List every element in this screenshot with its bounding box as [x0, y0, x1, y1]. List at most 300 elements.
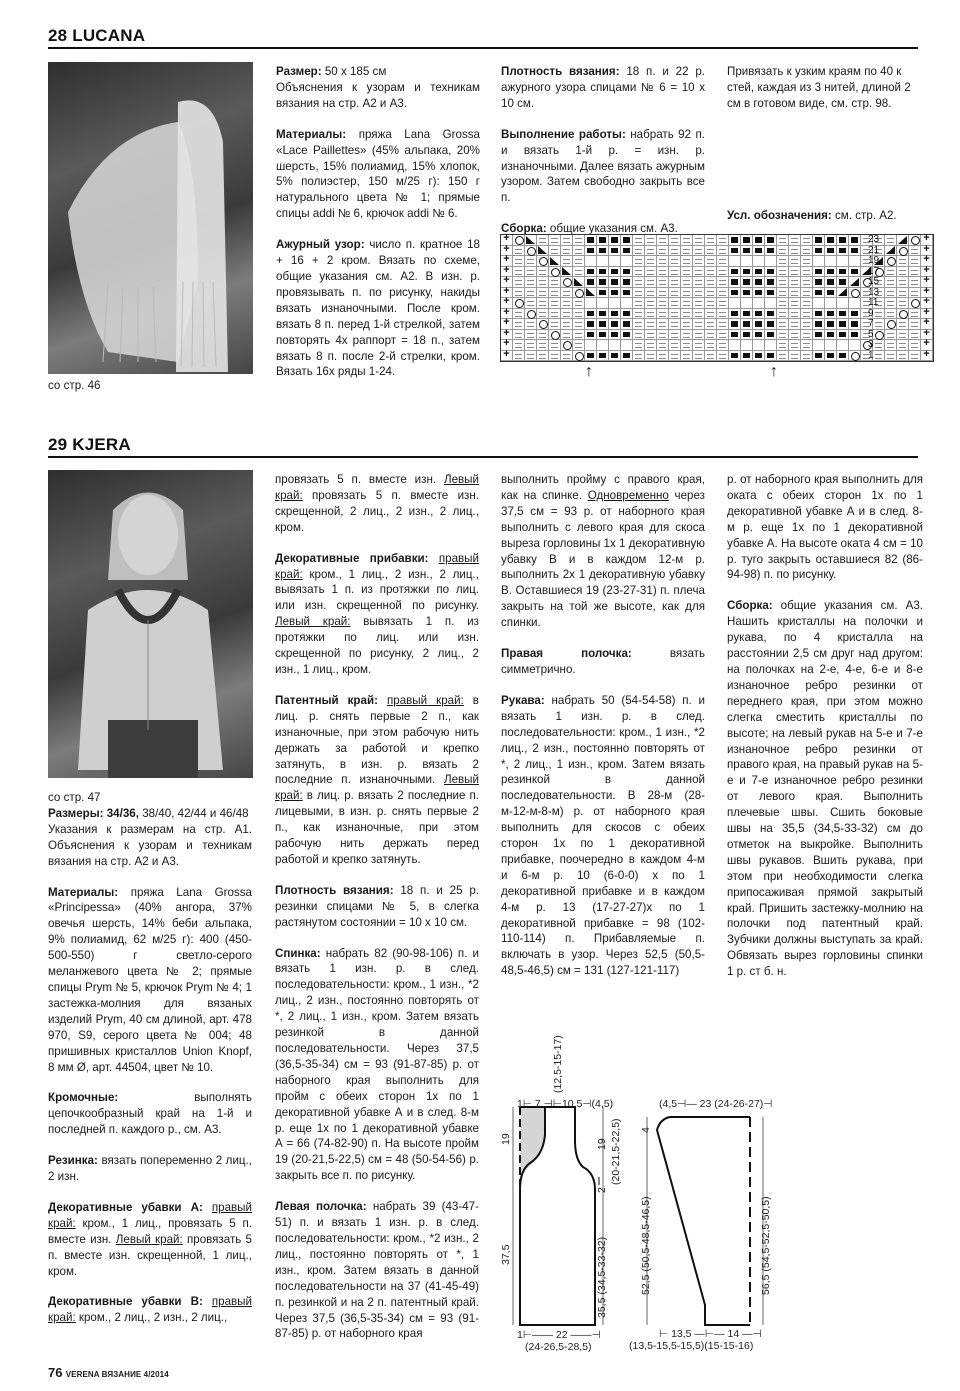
chart-cell [753, 235, 765, 246]
gauge-text: 18 п. и 25 р. резинки спицами № 5, в слегка растянутом состоянии = 10 х 10 см. [275, 883, 479, 929]
chart-cell [825, 330, 837, 341]
dec-a-right-edge: правый край: [48, 1200, 252, 1230]
chart-cell [897, 288, 909, 299]
side-mark: 2 [596, 1187, 608, 1193]
chart-cell [705, 330, 717, 341]
symbols-note [727, 208, 897, 224]
chart-cell [669, 288, 681, 299]
chart-cell [825, 277, 837, 288]
patent-right-edge: правый край: [386, 693, 464, 707]
chart-cell [777, 267, 789, 278]
chart-cell [693, 351, 705, 362]
chart-cell [897, 277, 909, 288]
page-number: 76 [48, 1365, 63, 1380]
chart-cell [909, 298, 921, 309]
chart-cell [657, 235, 669, 246]
symbols-label: Усл. обозначения: [727, 209, 832, 222]
chart-cell [753, 309, 765, 320]
chart-cell [741, 235, 753, 246]
materials-label: Материалы: [48, 885, 119, 899]
chart-cell [585, 246, 597, 257]
chart-cell [549, 235, 561, 246]
chart-cell [753, 256, 765, 267]
chart-cell [801, 256, 813, 267]
chart-cell [549, 288, 561, 299]
chart-cell [669, 277, 681, 288]
chart-cell [777, 235, 789, 246]
chart-cell [825, 256, 837, 267]
chart-row-number: 17 [868, 265, 880, 277]
chart-cell [729, 351, 741, 362]
chart-cell [501, 351, 513, 362]
chart-cell [849, 277, 861, 288]
chart-cell [909, 330, 921, 341]
chart-cell [525, 246, 537, 257]
chart-cell [549, 340, 561, 351]
chart-cell [645, 319, 657, 330]
chart-cell [813, 340, 825, 351]
chart-cell [597, 340, 609, 351]
dec-a-text-1: кром., 1 лиц., провязать 5 п. вместе изн. [48, 1216, 252, 1246]
chart-cell [621, 340, 633, 351]
chart-cell [789, 277, 801, 288]
chart-cell [633, 298, 645, 309]
assembly-text: общие указания см. А3. Нашить кристаллы на полочки и рукава, по 4 кристалла на расстоянии 2,5 см друг над другом: на полочках на 2-е, 4-е, 6-е и 8-е изнаночное ребро резинки от переднего края, при этом можно слегка сместить кристаллы по высоте; на левый рукав на 5-е и 7-е изнаночное ребро резинки от правого края, на правый рукав на 5-е и 7-е изнаночное ребро резинки от левого края. Выполнить плечевые швы. Сшить боковые швы на 35,5 (34,5-33-32) см до отметок на выкройке. Выполнить швы рукавов. Вшить рукава, при этом при необходимости слегка припосаживая прямой закрытый край. Пришить застежку-молнию на полочки под патентный край. Зубчики должны выступать за край. Обвязать вырез горловины спинки 1 р. ст б. н. [727, 599, 923, 979]
chart-cell [705, 256, 717, 267]
chart-cell [849, 298, 861, 309]
chart-cell [669, 298, 681, 309]
chart-cell [813, 351, 825, 362]
chart-cell [849, 235, 861, 246]
chart-cell [573, 298, 585, 309]
chart-cell [753, 340, 765, 351]
inc-left-edge: Левый край: [275, 615, 351, 629]
chart-cell [549, 246, 561, 257]
chart-cell [693, 309, 705, 320]
chart-cell [573, 330, 585, 341]
chart-cell [633, 288, 645, 299]
chart-cell [801, 246, 813, 257]
chart-cell [513, 340, 525, 351]
chart-cell [801, 340, 813, 351]
gauge-text: 18 п. и 22 р. ажурного узора спицами № 6 = 10 х 10 см. [501, 65, 705, 110]
sleeve-left-length: 52,5 (50,5-48,5-46,5) [640, 1196, 652, 1295]
chart-cell [537, 277, 549, 288]
chart-cell [753, 246, 765, 257]
chart-cell [909, 309, 921, 320]
chart-cell [597, 351, 609, 362]
chart-cell [513, 319, 525, 330]
neck-width-sizes: (12,5-15-17) [552, 1035, 564, 1093]
chart-cell [549, 319, 561, 330]
chart-cell [705, 267, 717, 278]
chart-cell [609, 288, 621, 299]
chart-cell [693, 246, 705, 257]
chart-cell [561, 330, 573, 341]
chart-cell [705, 319, 717, 330]
left-front-text: набрать 39 (43-47-51) п. и вязать 1 изн. р. в след. последовательности: кром., *2 изн., 2 лиц., постоянно повторять от *, 1 изн., кром. Затем вязать в данной последовательности на 37 (41-45-49) п. резинкой и на 2 п. патентный край. Через 37,5 (36,5-35-34) см = 93 (91-87-85) р. от наборного края [275, 1200, 479, 1341]
right-front-text: вязать симметрично. [501, 647, 705, 676]
chart-row-number: 7 [868, 318, 874, 329]
chart-cell [765, 340, 777, 351]
chart-cell [741, 351, 753, 362]
chart-cell [597, 256, 609, 267]
section-28-column-2 [501, 64, 705, 252]
chart-cell [609, 340, 621, 351]
chart-cell [741, 246, 753, 257]
chart-cell [789, 340, 801, 351]
top-width-labels: 1⊢ 7 ⊣⊢10,5⊣(4,5) [517, 1098, 614, 1110]
chart-cell [897, 256, 909, 267]
chart-cell [729, 267, 741, 278]
chart-cell [585, 309, 597, 320]
chart-cell [777, 319, 789, 330]
chart-cell [693, 288, 705, 299]
chart-cell [513, 351, 525, 362]
chart-cell [681, 235, 693, 246]
chart-cell [693, 256, 705, 267]
chart-cell [789, 351, 801, 362]
chart-cell [729, 319, 741, 330]
sizes-value: 38/40, 42/44 и 46/48 [138, 806, 249, 820]
bottom-width-sizes: (24-26,5-28,5) [525, 1341, 592, 1353]
chart-cell [693, 277, 705, 288]
chart-cell [813, 330, 825, 341]
chart-cell [825, 288, 837, 299]
chart-cell [729, 246, 741, 257]
chart-cell [537, 309, 549, 320]
lace-pattern-text: число п. кратное 18 + 16 + 2 кром. Вязать по схеме, общие указания см. А2. В изн. р. провязывать п. по рисунку, накиды вязать изнаночными. После кром. вязать 8 п. перед 1-й стрелкой, затем повторять 4х раппорт = 18 п., затем вязать 8 п. после 2-й стрелки, кром. Вязать 16х ряды 1-24. [276, 238, 480, 379]
chart-cell [537, 267, 549, 278]
chart-cell [765, 288, 777, 299]
chart-cell [777, 340, 789, 351]
col3-continued-1: выполнить пройму с правого края, как на спинке. [501, 473, 705, 502]
chart-cell [849, 267, 861, 278]
chart-cell [849, 351, 861, 362]
chart-cell [849, 340, 861, 351]
chart-cell [609, 351, 621, 362]
chart-cell [537, 319, 549, 330]
chart-cell [765, 298, 777, 309]
chart-cell [585, 288, 597, 299]
chart-cell [717, 288, 729, 299]
chart-cell [669, 246, 681, 257]
chart-cell [849, 330, 861, 341]
chart-cell [621, 256, 633, 267]
chart-cell [513, 288, 525, 299]
chart-row-number: 21 [868, 244, 880, 256]
chart-cell [825, 235, 837, 246]
chart-cell [729, 277, 741, 288]
chart-cell [801, 319, 813, 330]
right-armhole-height: 19 [596, 1138, 608, 1150]
chart-cell [537, 351, 549, 362]
chart-cell [909, 351, 921, 362]
chart-cell [693, 267, 705, 278]
col2-left-edge: Левый край: [275, 473, 479, 502]
chart-cell [621, 277, 633, 288]
chart-cell [693, 235, 705, 246]
chart-cell [645, 246, 657, 257]
chart-cell [513, 330, 525, 341]
chart-cell [597, 246, 609, 257]
chart-cell [837, 340, 849, 351]
chart-cell [681, 246, 693, 257]
chart-cell [705, 340, 717, 351]
chart-cell [801, 267, 813, 278]
sleeve-schematic [625, 1095, 795, 1350]
chart-cell [681, 256, 693, 267]
chart-cell [621, 235, 633, 246]
chart-cell [609, 256, 621, 267]
chart-cell [537, 235, 549, 246]
chart-cell [741, 298, 753, 309]
chart-cell [561, 246, 573, 257]
chart-cell [909, 340, 921, 351]
chart-cell [909, 319, 921, 330]
chart-cell [777, 256, 789, 267]
chart-cell [705, 246, 717, 257]
materials-text: пряжа Lana Grossa «Lace Paillettes» (45% альпака, 20% шерсть, 15% полиамид, 15% хлопок, 5% полиэстер, 150 м/25 г): 150 г натурального цвета № 1; прямые спицы addi № 6, крючок addi № 6. [276, 127, 480, 221]
chart-cell [525, 235, 537, 246]
chart-cell [789, 235, 801, 246]
chart-cell [849, 309, 861, 320]
chart-cell [849, 256, 861, 267]
chart-cell [777, 246, 789, 257]
section-28-column-3 [727, 64, 917, 127]
chart-cell [849, 246, 861, 257]
section-28-title: 28 LUCANA [48, 26, 146, 45]
sleeves-text: набрать 50 (54-54-58) п. и вязать 1 изн. р. в след. последовательности: кром., 1 изн., *2 лиц., 2 изн., постоянно повторять от *, 2 лиц., 1 изн., кром. Затем вязать резинкой в данной последовательности. В 28-м (28-м-12-м-8-м) р. от наборного края выполнить для скосов с обеих сторон 1х по 1 декоративной прибавке, поочередно в каждом 4-м и 6-м р. 10 (6-0-0) х по 1 декоративной прибавке и в каждом 4-м р. 13 (17-27-27)х по 1 декоративной прибавке = 98 (102-110-114) п. Прибавляемые п. включать в узор. Через 52,5 (50,5-48,5-46,5) см = 131 (127-121-117) [501, 693, 705, 978]
chart-cell [717, 319, 729, 330]
patent-left-edge: Левый край: [275, 773, 479, 803]
chart-cell [537, 256, 549, 267]
chart-cell [633, 319, 645, 330]
chart-cell [813, 267, 825, 278]
chart-cell [705, 309, 717, 320]
chart-cell [621, 298, 633, 309]
chart-cell [561, 351, 573, 362]
chart-cell [897, 340, 909, 351]
chart-cell [597, 330, 609, 341]
chart-cell [609, 309, 621, 320]
chart-cell [585, 330, 597, 341]
chart-cell [561, 267, 573, 278]
chart-cell [645, 330, 657, 341]
chart-cell [525, 288, 537, 299]
chart-cell [645, 288, 657, 299]
chart-cell [585, 267, 597, 278]
sleeves-label: Рукава: [501, 693, 545, 707]
chart-cell [621, 267, 633, 278]
size-value: 50 х 185 см [321, 65, 387, 78]
chart-cell [609, 319, 621, 330]
chart-cell [825, 298, 837, 309]
chart-cell [621, 319, 633, 330]
chart-cell [657, 288, 669, 299]
chart-cell [909, 246, 921, 257]
chart-cell [813, 319, 825, 330]
chart-cell [777, 309, 789, 320]
chart-cell [621, 288, 633, 299]
chart-cell [705, 288, 717, 299]
chart-cell [765, 256, 777, 267]
chart-cell [897, 309, 909, 320]
chart-cell [561, 235, 573, 246]
chart-cell [741, 319, 753, 330]
chart-row-number: 3 [868, 339, 874, 350]
inc-label: Декоративные прибавки: [275, 551, 429, 565]
chart-cell [657, 351, 669, 362]
chart-cell [897, 319, 909, 330]
dec-b-right-edge: правый край: [48, 1295, 252, 1325]
chart-cell [549, 298, 561, 309]
kjera-cardigan-photo [48, 470, 253, 778]
chart-cell [645, 256, 657, 267]
chart-cell [597, 267, 609, 278]
chart-cell [801, 235, 813, 246]
right-armhole-sizes: (20-21,5-22,5) [610, 1118, 622, 1185]
chart-cell [693, 340, 705, 351]
chart-cell [897, 351, 909, 362]
chart-cell [753, 330, 765, 341]
chart-cell [813, 246, 825, 257]
chart-cell [513, 277, 525, 288]
chart-row-number: 15 [868, 276, 880, 287]
chart-cell [669, 351, 681, 362]
chart-cell [801, 330, 813, 341]
chart-cell [717, 246, 729, 257]
chart-cell [765, 277, 777, 288]
sizes-label: Размеры: 34/36, [48, 806, 139, 820]
chart-cell [789, 267, 801, 278]
chart-cell [717, 235, 729, 246]
chart-row-number: 5 [868, 328, 874, 340]
chart-cell [633, 351, 645, 362]
chart-cell [741, 277, 753, 288]
size-note: Объяснения к узорам и техникам вязания на стр. А2 и А3. [276, 80, 480, 110]
chart-cell [657, 309, 669, 320]
chart-cell [525, 340, 537, 351]
dec-a-left-edge: Левый край: [115, 1232, 183, 1246]
chart-cell [729, 298, 741, 309]
chart-cell [669, 256, 681, 267]
chart-cell [681, 309, 693, 320]
chart-cell [681, 288, 693, 299]
dec-b-label: Декоративные убавки В: [48, 1295, 203, 1309]
chart-cell [765, 235, 777, 246]
chart-cell [729, 235, 741, 246]
section-29-column-3 [501, 472, 705, 994]
chart-cell [729, 330, 741, 341]
chart-cell [549, 277, 561, 288]
chart-cell [585, 235, 597, 246]
chart-cell [561, 288, 573, 299]
chart-cell [837, 288, 849, 299]
chart-cell [645, 340, 657, 351]
chart-cell [645, 351, 657, 362]
chart-cell [681, 298, 693, 309]
chart-cell [717, 267, 729, 278]
chart-cell [609, 330, 621, 341]
chart-cell [561, 319, 573, 330]
chart-cell [573, 340, 585, 351]
chart-cell [549, 267, 561, 278]
chart-cell [717, 298, 729, 309]
col2-continued-1: провязать 5 п. вместе изн. [275, 473, 444, 486]
chart-cell [633, 340, 645, 351]
chart-cell [525, 256, 537, 267]
chart-cell [657, 277, 669, 288]
chart-cell [777, 288, 789, 299]
back-label: Спинка: [275, 946, 321, 960]
chart-cell [813, 298, 825, 309]
chart-cell [669, 330, 681, 341]
chart-cell [645, 309, 657, 320]
chart-cell [693, 330, 705, 341]
section-29-divider [48, 456, 918, 458]
chart-cell [513, 246, 525, 257]
assembly-label: Сборка: [501, 222, 547, 236]
chart-cell [645, 277, 657, 288]
chart-cell [597, 309, 609, 320]
chart-cell [741, 267, 753, 278]
chart-cell [837, 309, 849, 320]
materials-text: пряжа Lana Grossa «Principessa» (40% ангора, 37% овечья шерсть, 14% беби альпака, 9% полиамид, 62 м/25 г): 400 (450-500-550) г светло-серого меланжевого цвета № 2; прямые спицы Prym № 5, крючок Prym № 4; 1 застежка-молния для вязаных изделий Prym, 40 см длиной, арт. 478 970, S9, серого цвета № 004; 48 пришивных кристаллов Union Knopf, 8 мм Ø, арт. 44504, цвет № 10. [48, 885, 252, 1074]
page-footer [48, 1365, 169, 1383]
dec-a-text-2: провязать 5 п. вместе изн. скрещенной, 1 лиц., кром. [48, 1232, 252, 1278]
chart-cell [585, 351, 597, 362]
chart-cell [813, 288, 825, 299]
chart-cell [513, 309, 525, 320]
chart-cell [897, 246, 909, 257]
chart-cell [657, 256, 669, 267]
chart-cell [669, 309, 681, 320]
photo-caption-29: со стр. 47 [48, 791, 101, 804]
repeat-end-arrow-icon: ↑ [770, 363, 778, 380]
inc-right-edge: правый край: [275, 551, 479, 581]
chart-cell [897, 267, 909, 278]
section-28-column-1 [276, 64, 480, 395]
chart-cell [621, 330, 633, 341]
chart-cell [561, 340, 573, 351]
repeat-start-arrow-icon: ↑ [585, 363, 593, 380]
chart-cell [525, 267, 537, 278]
body-schematic [495, 1035, 625, 1353]
chart-cell [717, 351, 729, 362]
chart-cell [837, 319, 849, 330]
work-label: Выполнение работы: [501, 127, 626, 141]
chart-row-number: 23 [868, 234, 880, 245]
chart-row-number: 13 [868, 286, 880, 298]
chart-cell [693, 298, 705, 309]
left-total-height: 37,5 [500, 1244, 512, 1265]
chart-cell [633, 277, 645, 288]
chart-cell [777, 351, 789, 362]
chart-cell [513, 256, 525, 267]
rib-label: Резинка: [48, 1154, 98, 1168]
chart-cell [813, 256, 825, 267]
chart-cell [549, 309, 561, 320]
chart-cell [621, 351, 633, 362]
chart-cell [909, 267, 921, 278]
rib-text: вязать попеременно 2 лиц., 2 изн. [48, 1154, 252, 1184]
chart-row-number: 19 [868, 255, 880, 266]
chart-cell [657, 246, 669, 257]
chart-cell [609, 277, 621, 288]
chart-cell [849, 288, 861, 299]
chart-cell [537, 340, 549, 351]
